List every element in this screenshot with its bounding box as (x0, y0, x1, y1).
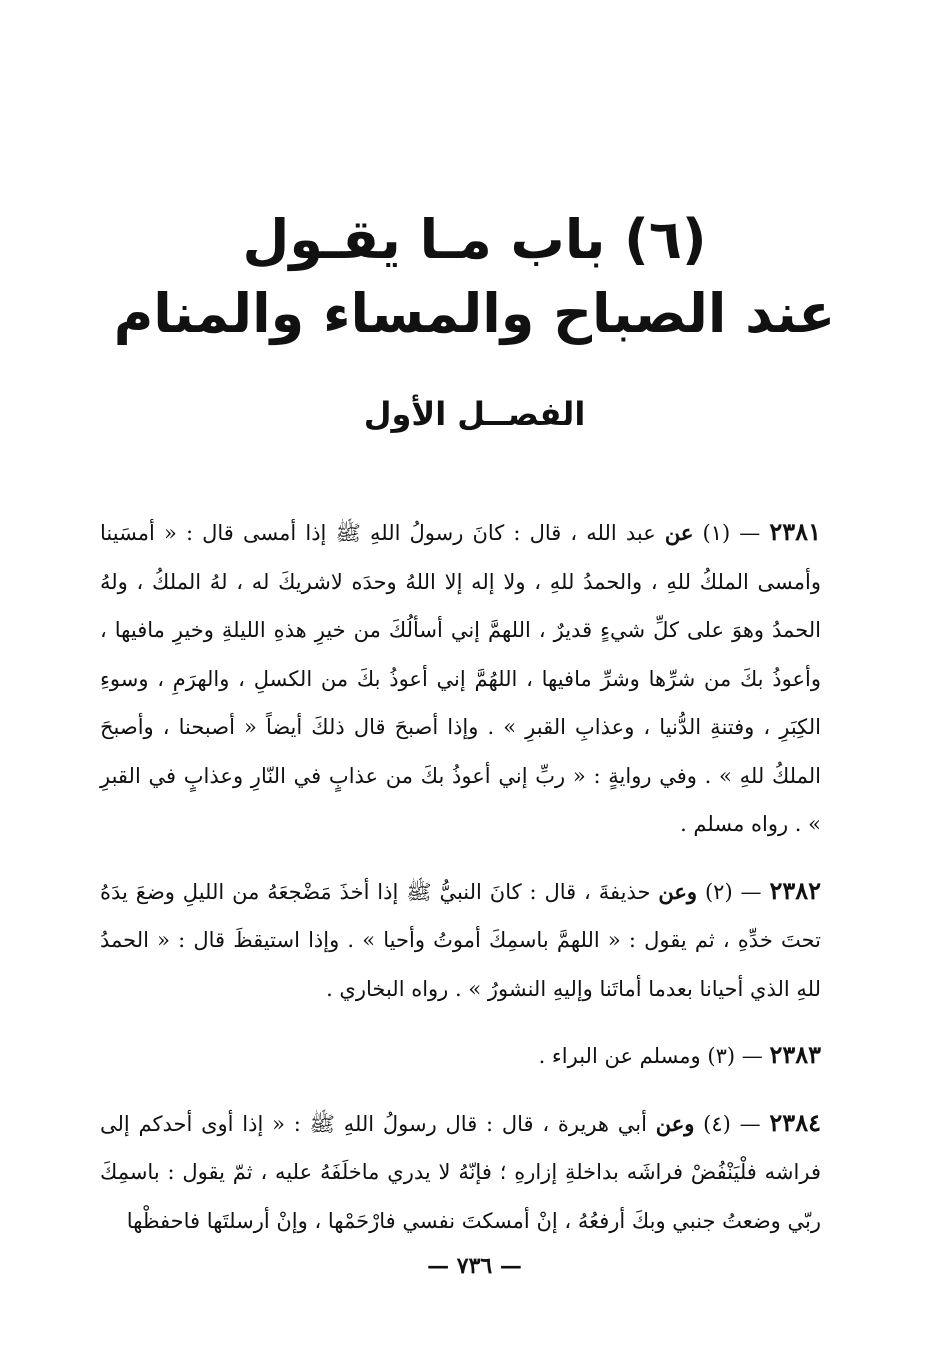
hadith-number: ٢٣٨٣ (769, 1040, 821, 1069)
hadith-2382 (100, 867, 821, 1014)
hadith-number: ٢٣٨٤ (769, 1107, 821, 1137)
page-number: — ٧٣٦ — (427, 1253, 522, 1279)
hadith-source-marker: عن (664, 520, 694, 545)
hadith-list (100, 508, 821, 1263)
hadith-text: عبد الله ، قال : كانَ رسولُ اللهِ ﷺ إذا أمسى قال : « أمسَينا وأمسى الملكُ للهِ ، والحمدُ للهِ ، ولا إله إلا اللهُ وحدَه لاشريكَ له ، لهُ الملكُ ، ولهُ الحمدُ وهوَ على كلِّ شيءٍ قديرٌ ، اللهمَّ إني أسألُكَ من خيرِ هذهِ الليلةِ وخيرِ مافيها ، وأعوذُ بكَ من شرِّها وشرِّ مافيها ، اللهُمَّ إني أعوذُ بكَ من الكسلِ ، والهرَمِ ، وسوءِ الكِبَرِ ، وفتنةِ الدُّنيا ، وعذابِ القبرِ » . وإذا أصبحَ قال ذلكَ أيضاً « أصبحنا ، وأصبحَ الملكُ للهِ » . وفي روايةٍ : « ربِّ إني أعوذُ بكَ من عذابٍ في النّارِ وعذابٍ في القبرِ » . رواه مسلم . (100, 521, 821, 836)
hadith-text: أبي هريرة ، قال : قال رسولُ اللهِ ﷺ : « إذا أوى أحدكم إلى فراشه فلْيَنْفُضْ فراشَه بداخلةِ إزارهِ ؛ فإنّهُ لا يدري ماخلَفَهُ عليه ، ثمّ يقول : باسمِكَ ربّي وضعتُ جنبي وبكَ أرفعُهُ ، إنْ أمسكتَ نفسي فارْحَمْها ، وإنْ أرسلتَها فاحفظْها (100, 1111, 821, 1233)
hadith-index: — (١) (702, 521, 761, 545)
section-heading: الفصــل الأول (363, 395, 586, 433)
chapter-title-line-2: عند الصباح والمساء والمنام (113, 282, 836, 345)
hadith-text: ومسلم عن البراء . (538, 1044, 701, 1068)
hadith-source-marker: وعن (658, 878, 698, 904)
hadith-index: — (٢) (704, 879, 762, 904)
hadith-number: ٢٣٨٢ (769, 875, 821, 905)
hadith-2381 (100, 508, 821, 849)
hadith-number: ٢٣٨١ (769, 517, 821, 546)
chapter-title (0, 205, 949, 349)
hadith-source-marker: وعن (655, 1110, 695, 1136)
hadith-index: — (٣) (707, 1044, 763, 1068)
hadith-2383 (100, 1031, 821, 1081)
chapter-title-line-1: (٦) باب مـا يقـول (242, 208, 707, 271)
hadith-index: — (٤) (703, 1111, 761, 1136)
hadith-2384 (100, 1099, 821, 1246)
hadith-text: حذيفةَ ، قال : كانَ النبيُّ ﷺ إذا أخذَ مَضْجعَهُ من الليلِ وضعَ يدَهُ تحتَ خدِّهِ ، ثم يقول : « اللهمَّ باسمِكَ أموتُ وأحيا » . وإذا استيقظَ قال : « الحمدُ للهِ الذي أحيانا بعدما أماتَنا وإليهِ النشورُ » . رواه البخاري . (100, 879, 821, 1001)
